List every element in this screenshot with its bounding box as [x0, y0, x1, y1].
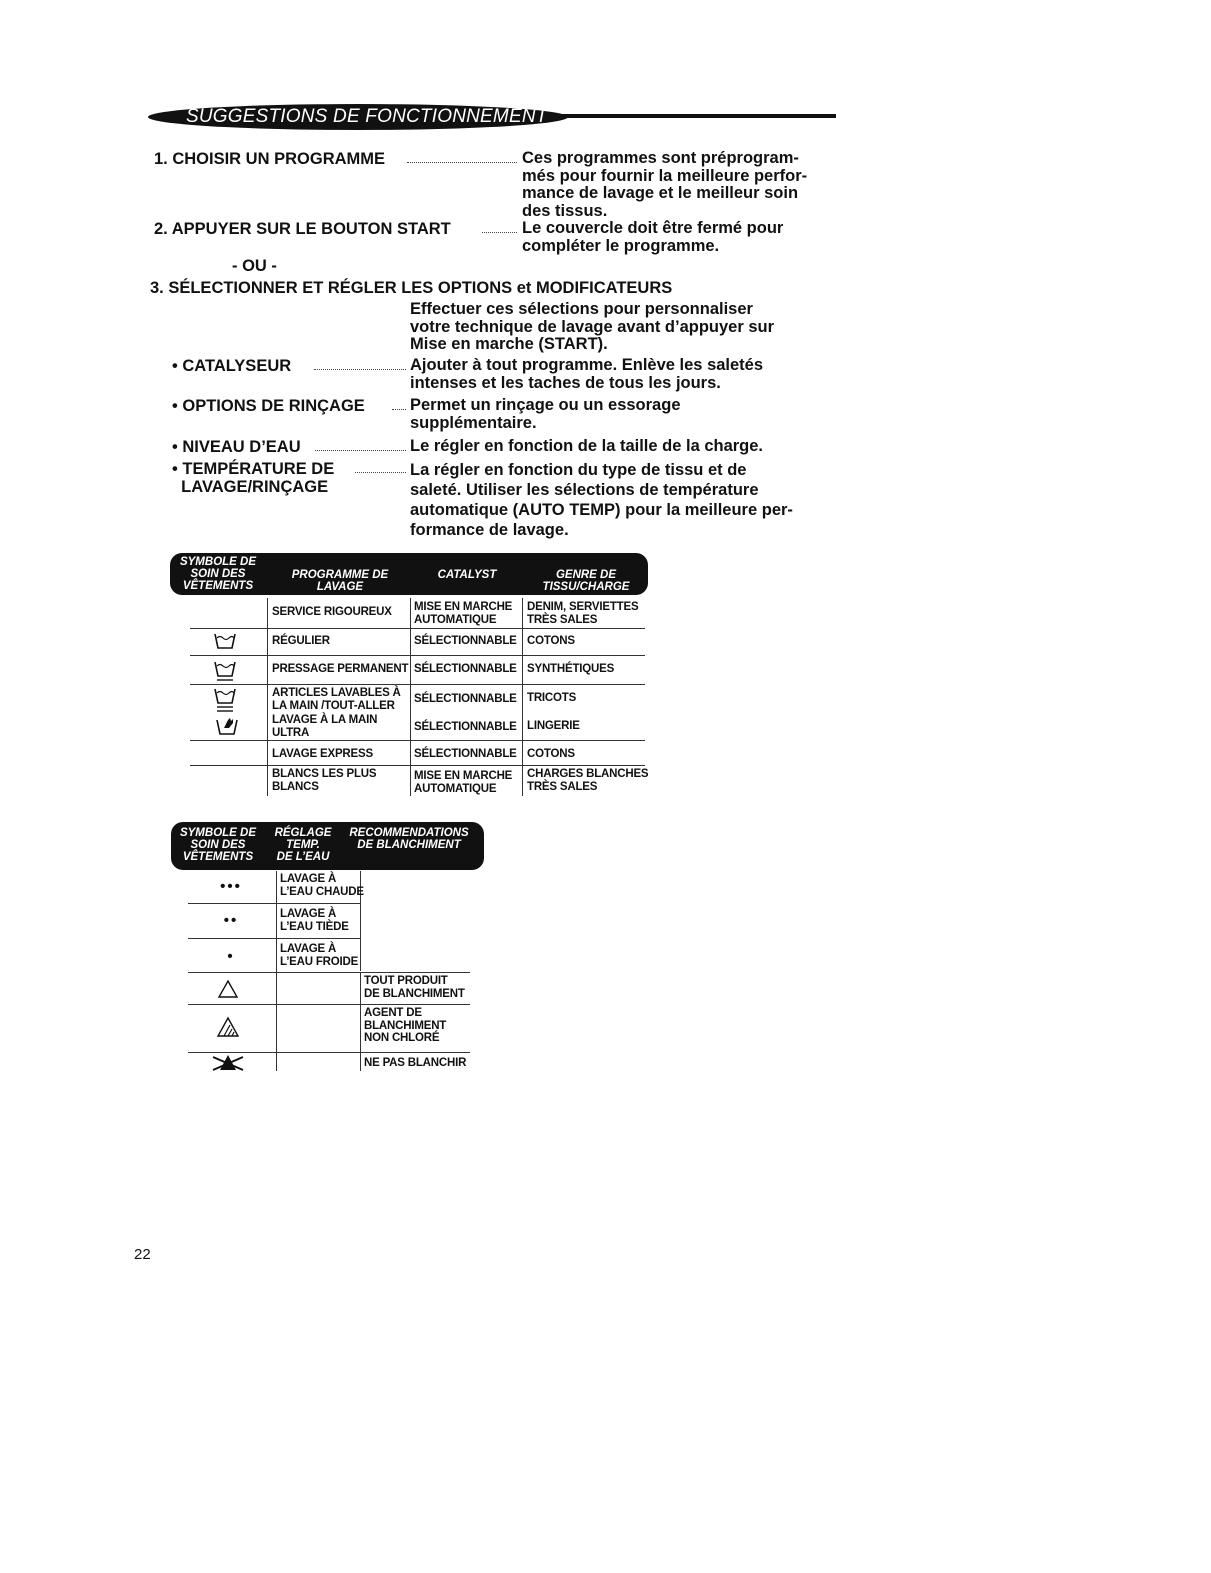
t1-fabric: SYNTHÉTIQUES: [527, 663, 615, 675]
option-temperature-label: • TEMPÉRATURE DE LAVAGE/RINÇAGE: [172, 460, 335, 496]
t1-catalyst: SÉLECTIONNABLE: [414, 635, 517, 647]
t1-program: LAVAGE À LA MAIN ULTRA: [272, 714, 378, 739]
t1-program: BLANCS LES PLUS BLANCS: [272, 768, 377, 793]
t1-program: SERVICE RIGOUREUX: [272, 606, 392, 618]
hot-water-dots-icon: •••: [220, 878, 242, 895]
warm-water-dots-icon: ••: [223, 912, 239, 929]
header-divider: [269, 845, 271, 861]
header-divider: [410, 569, 412, 585]
t1-catalyst: SÉLECTIONNABLE: [414, 693, 517, 705]
table-rule: [190, 740, 645, 741]
step-3-desc: Effectuer ces sélections pour personnaliser votre technique de lavage avant d’appuyer sur Mise en marche (START).: [410, 300, 775, 353]
t1-catalyst: SÉLECTIONNABLE: [414, 663, 517, 675]
table2-header-symbol: SYMBOLE DE SOIN DES VÊTEMENTS: [179, 827, 257, 863]
table1-header-symbol: SYMBOLE DE SOIN DES VÊTEMENTS: [179, 556, 257, 592]
t1-program: ARTICLES LAVABLES À LA MAIN /TOUT-ALLER: [272, 687, 401, 712]
t1-catalyst: MISE EN MARCHE AUTOMATIQUE: [414, 601, 513, 626]
table-rule: [188, 972, 470, 973]
table2-header-bleach: RECOMMENDATIONS DE BLANCHIMENT: [349, 827, 469, 851]
t1-fabric: TRICOTS: [527, 692, 577, 704]
cold-water-dot-icon: •: [227, 948, 235, 965]
table1-header-catalyst: CATALYST: [437, 569, 497, 581]
leader-dots: [314, 369, 406, 370]
leader-dots: [482, 232, 517, 233]
page-title: SUGGESTIONS DE FONCTIONNEMENT: [186, 106, 548, 127]
table-rule: [190, 655, 645, 656]
option-water-level-desc: Le régler en fonction de la taille de la charge.: [410, 437, 764, 455]
t2-bleach: TOUT PRODUIT DE BLANCHIMENT: [364, 975, 465, 1000]
washtub-gentle-icon: [214, 687, 236, 713]
t1-fabric: DENIM, SERVIETTES TRÈS SALES: [527, 601, 639, 626]
t1-fabric: CHARGES BLANCHES TRÈS SALES: [527, 768, 649, 793]
table-rule: [190, 765, 645, 766]
step-1-label: 1. CHOISIR UN PROGRAMME: [154, 150, 386, 168]
table-rule: [190, 628, 645, 629]
header-rule: [540, 114, 836, 118]
table1-header-program: PROGRAMME DE LAVAGE: [291, 569, 389, 593]
option-water-level-label: • NIVEAU D’EAU: [172, 438, 301, 456]
header-divider: [522, 569, 524, 585]
washtub-permanent-press-icon: [214, 660, 236, 682]
table-rule: [360, 972, 361, 1071]
table-rule: [188, 938, 360, 939]
t2-temp: LAVAGE À L’EAU TIÈDE: [280, 908, 349, 933]
leader-dots: [315, 450, 406, 451]
t2-bleach: AGENT DE BLANCHIMENT NON CHLORÉ: [364, 1007, 447, 1044]
option-rinse-label: • OPTIONS DE RINÇAGE: [172, 397, 365, 415]
table1-header-fabric: GENRE DE TISSU/CHARGE: [542, 569, 630, 593]
table-rule: [188, 903, 360, 904]
option-temperature-desc: La régler en fonction du type de tissu et de saleté. Utiliser les sélections de température automatique (AUTO TEMP) pour la meilleure per- formance de lavage.: [410, 461, 793, 539]
table-rule: [190, 684, 645, 685]
option-catalyst-desc: Ajouter à tout programme. Enlève les saletés intenses et les taches de tous les jours.: [410, 356, 764, 392]
crossed-triangle-icon: [210, 1053, 246, 1073]
option-catalyst-label: • CATALYSEUR: [172, 357, 292, 375]
triangle-icon: [218, 979, 238, 999]
header-divider: [268, 569, 270, 585]
t1-fabric: COTONS: [527, 748, 575, 760]
t2-bleach: NE PAS BLANCHIR: [364, 1057, 467, 1069]
t1-catalyst: SÉLECTIONNABLE: [414, 748, 517, 760]
hand-wash-icon: [216, 716, 238, 736]
or-separator: - OU -: [232, 257, 277, 275]
t2-temp: LAVAGE À L’EAU CHAUDE: [280, 873, 364, 898]
t1-program: RÉGULIER: [272, 635, 330, 647]
t1-fabric: LINGERIE: [527, 720, 580, 732]
leader-dots: [407, 162, 517, 163]
leader-dots: [355, 472, 406, 473]
table2-header-temp: RÉGLAGE TEMP. DE L’EAU: [274, 827, 332, 863]
step-3-label: 3. SÉLECTIONNER ET RÉGLER LES OPTIONS et MODIFICATEURS: [150, 279, 673, 297]
triangle-striped-icon: [217, 1016, 239, 1038]
option-rinse-desc: Permet un rinçage ou un essorage supplémentaire.: [410, 396, 681, 432]
page-number: 22: [134, 1246, 151, 1263]
t1-program: PRESSAGE PERMANENT: [272, 663, 409, 675]
step-2-label: 2. APPUYER SUR LE BOUTON START: [154, 220, 451, 238]
step-2-desc: Le couvercle doit être fermé pour compléter le programme.: [522, 219, 784, 255]
table-rule: [188, 1004, 470, 1005]
washtub-icon: [214, 632, 236, 650]
t1-catalyst: MISE EN MARCHE AUTOMATIQUE: [414, 770, 513, 795]
t1-fabric: COTONS: [527, 635, 575, 647]
table-rule: [276, 871, 277, 1071]
t1-program: LAVAGE EXPRESS: [272, 748, 373, 760]
t2-temp: LAVAGE À L’EAU FROIDE: [280, 943, 359, 968]
step-1-desc: Ces programmes sont préprogram- més pour fournir la meilleure perfor- mance de lavage et le meilleur soin des tissus.: [522, 149, 808, 220]
t1-catalyst: SÉLECTIONNABLE: [414, 721, 517, 733]
leader-dots: [392, 409, 406, 410]
